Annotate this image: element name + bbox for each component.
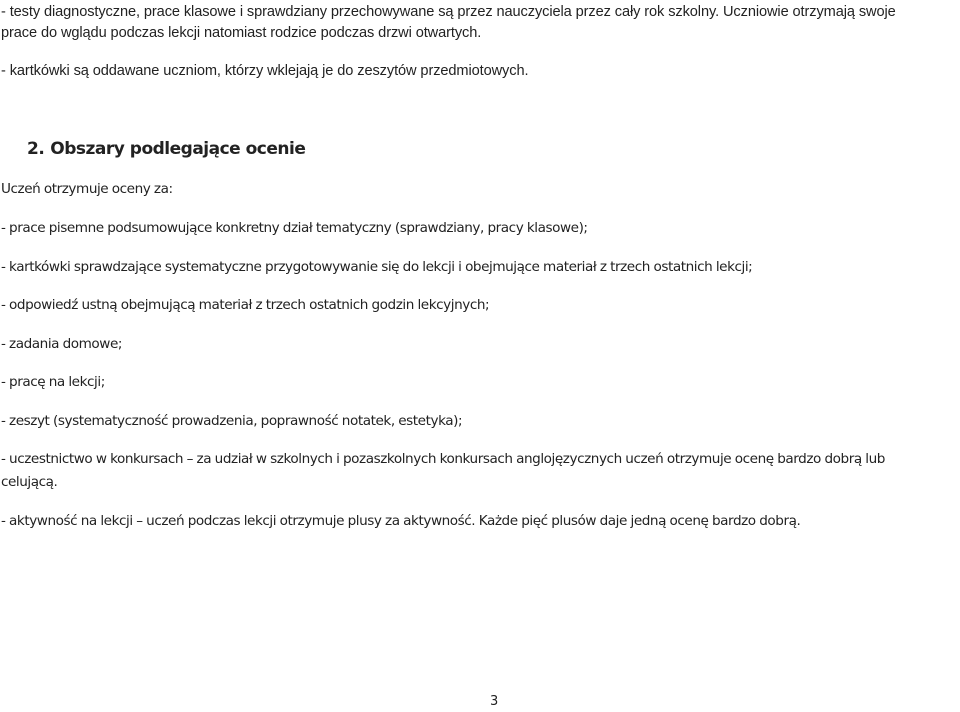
list-item: - odpowiedź ustną obejmującą materiał z trzech ostatnich godzin lekcyjnych; [1, 297, 490, 313]
section-lead: Uczeń otrzymuje oceny za: [1, 181, 173, 197]
intro-line-quizzes: - kartkówki są oddawane uczniom, którzy wklejają je do zeszytów przedmiotowych. [1, 63, 529, 79]
list-item: - aktywność na lekcji – uczeń podczas lekcji otrzymuje plusy za aktywność. Każde pięć plusów daje jedną ocenę bardzo dobrą. [1, 513, 801, 529]
page-number: 3 [490, 694, 499, 709]
section-number: 2. [27, 139, 45, 159]
section-title: Obszary podlegające ocenie [50, 139, 306, 159]
list-item: - uczestnictwo w konkursach – za udział w szkolnych i pozaszkolnych konkursach anglojęzycznych uczeń otrzymuje ocenę bardzo dobrą lub [1, 451, 885, 467]
intro-line-tests-cont: prace do wglądu podczas lekcji natomiast rodzice podczas drzwi otwartych. [1, 25, 482, 41]
list-item: - zadania domowe; [1, 336, 123, 352]
list-item: - zeszyt (systematyczność prowadzenia, poprawność notatek, estetyka); [1, 413, 463, 429]
intro-line-tests: - testy diagnostyczne, prace klasowe i sprawdziany przechowywane są przez nauczyciela przez cały rok szkolny. Uczniowie otrzymają swoje [1, 4, 896, 20]
list-item: - prace pisemne podsumowujące konkretny dział tematyczny (sprawdziany, pracy klasowe); [1, 220, 588, 236]
list-item: - kartkówki sprawdzające systematyczne przygotowywanie się do lekcji i obejmujące materiał z trzech ostatnich lekcji; [1, 259, 753, 275]
section-heading [27, 136, 305, 162]
list-item-continuation: celującą. [1, 474, 58, 490]
list-item: - pracę na lekcji; [1, 374, 105, 390]
